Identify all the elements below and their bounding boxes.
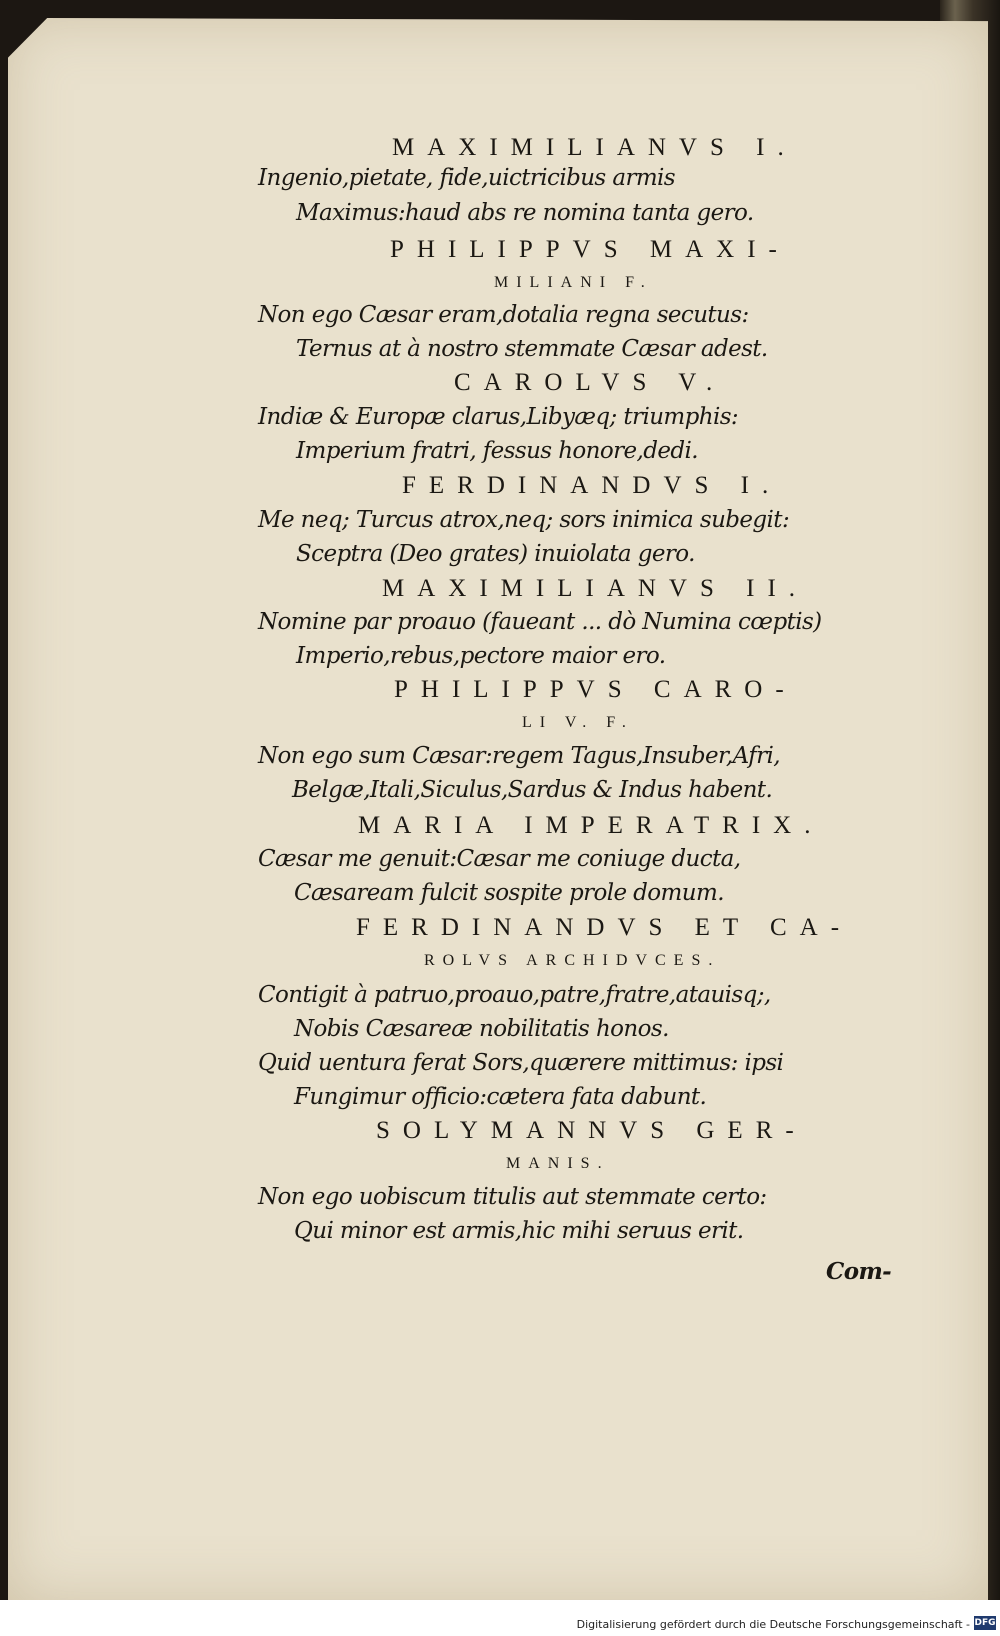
heading-continuation: MILIANI F. [494, 274, 653, 291]
catchword: Com- [826, 1258, 892, 1285]
verse-line: Imperio,rebus,pectore maior ero. [296, 643, 666, 669]
heading-continuation: LI V. F. [522, 714, 634, 731]
heading-solymannus-ger: SOLYMANNVS GER- [376, 1117, 807, 1144]
heading-philippus-caro: PHILIPPVS CARO- [394, 676, 797, 703]
verse-line: Ingenio,pietate, fide,uictricibus armis [258, 165, 676, 191]
heading-ferdinandus-i: FERDINANDVS I. [402, 472, 782, 499]
heading-continuation: ROLVS ARCHIDVCES. [424, 952, 721, 969]
verse-line: Ternus at à nostro stemmate Cæsar adest. [296, 336, 768, 362]
heading-maximilianus-i: MAXIMILIANVS I. [392, 134, 797, 161]
verse-line: Qui minor est armis,hic mihi seruus erit. [294, 1218, 744, 1244]
verse-line: Sceptra (Deo grates) inuiolata gero. [296, 541, 695, 567]
verse-line: Cæsar me genuit:Cæsar me coniuge ducta, [258, 846, 741, 872]
heading-continuation: MANIS. [506, 1155, 610, 1172]
verse-line: Contigit à patruo,proauo,patre,fratre,atauisq;, [258, 982, 771, 1008]
verse-line: Cæsaream fulcit sospite prole domum. [294, 880, 724, 906]
heading-carolus-v: CAROLVS V. [454, 369, 726, 396]
verse-line: Me neq; Turcus atrox,neq; sors inimica subegit: [258, 507, 790, 533]
dfg-logo-icon: DFG [974, 1618, 996, 1628]
verse-line: Belgæ,Itali,Siculus,Sardus & Indus habent. [292, 777, 773, 803]
heading-maximilianus-ii: MAXIMILIANVS II. [382, 575, 809, 602]
footer-credit: Digitalisierung gefördert durch die Deutsche Forschungsgemeinschaft - [576, 1618, 970, 1631]
verse-line: Indiæ & Europæ clarus,Libyæq; triumphis: [258, 404, 739, 430]
verse-line: Imperium fratri, fessus honore,dedi. [296, 438, 698, 464]
verse-line: Maximus:haud abs re nomina tanta gero. [296, 200, 754, 226]
verse-line: Non ego uobiscum titulis aut stemmate certo: [258, 1184, 767, 1210]
heading-maria-imperatrix: MARIA IMPERATRIX. [358, 812, 824, 839]
verse-line: Non ego Cæsar eram,dotalia regna secutus: [258, 302, 749, 328]
heading-philippus-maxi: PHILIPPVS MAXI- [390, 236, 790, 263]
heading-ferdinandus-et-ca: FERDINANDVS ET CA- [356, 914, 853, 941]
verse-line: Non ego sum Cæsar:regem Tagus,Insuber,Afri, [258, 743, 780, 769]
verse-line: Nomine par proauo (faueant ... dò Numina cœptis) [258, 609, 822, 635]
verse-line: Quid uentura ferat Sors,quærere mittimus: ipsi [258, 1050, 784, 1076]
verse-line: Nobis Cæsareæ nobilitatis honos. [294, 1016, 669, 1042]
verse-line: Fungimur officio:cætera fata dabunt. [294, 1084, 707, 1110]
